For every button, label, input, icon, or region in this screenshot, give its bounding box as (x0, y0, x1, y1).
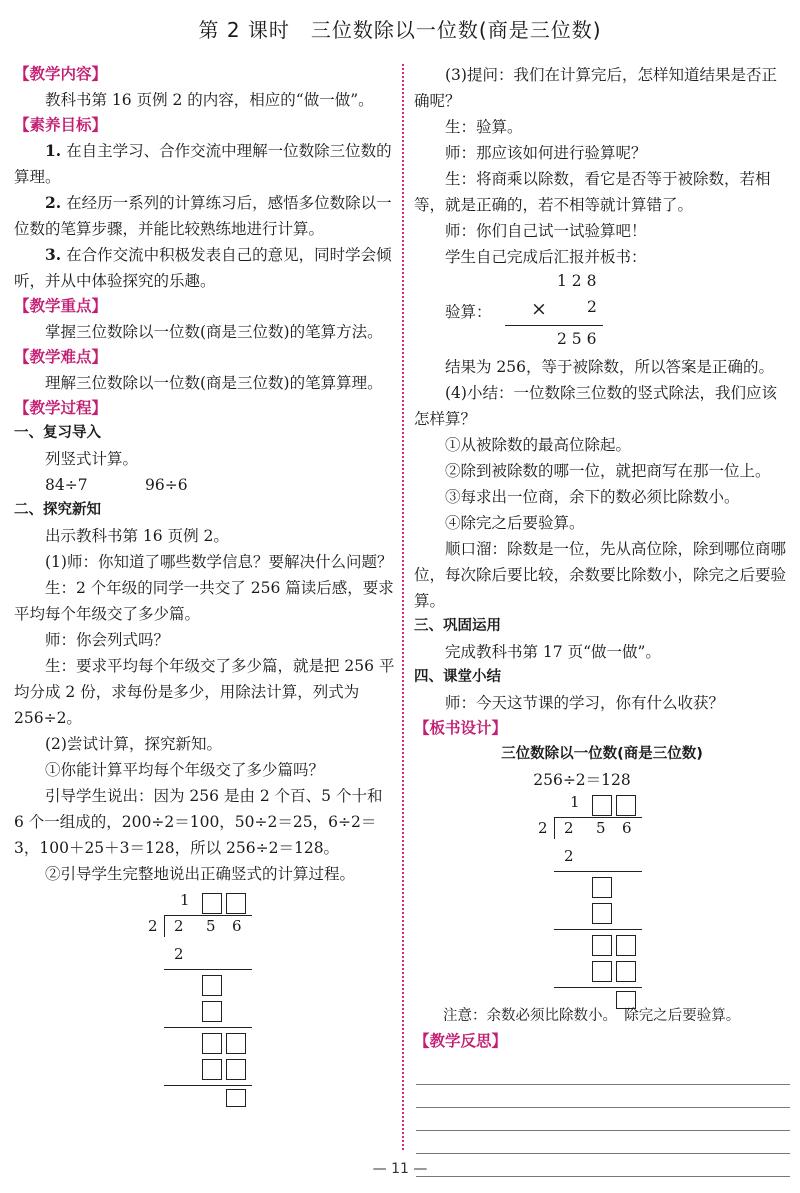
divisor: 2 (148, 917, 158, 935)
verify-multiplier: 2 (587, 298, 597, 316)
rule-4: ④除完之后要验算。 (445, 514, 585, 532)
answer-1: 生：验算。 (445, 118, 523, 136)
subtraction-line (554, 929, 642, 930)
verification-calc (445, 270, 790, 354)
quotient-box (616, 795, 636, 816)
page-number: — 11 — (372, 1161, 428, 1177)
work-box (202, 1033, 222, 1054)
work-box (202, 975, 222, 996)
heading-difficulty: 【教学难点】 (14, 348, 108, 366)
work-box (226, 1059, 246, 1080)
division-bar (164, 915, 252, 916)
long-division-left (144, 891, 284, 1101)
verify-result: 2 5 6 (557, 330, 597, 348)
answer-2: 师：那应该如何进行验算呢？ (445, 144, 647, 162)
writing-line (416, 1131, 790, 1154)
question-3: (3)提问：我们在计算完后，怎样知道结果是否正确呢？ (414, 66, 777, 110)
board-equation: 256÷2＝128 (533, 771, 631, 789)
board-title: 三位数除以一位数(商是三位数) (501, 746, 703, 762)
review-calculations (14, 472, 396, 498)
work-box (202, 1059, 222, 1080)
paragraph-6: (2)尝试计算，探究新知。 (45, 735, 222, 753)
column-divider (402, 64, 404, 1150)
dividend-digit-2: 5 (596, 819, 606, 837)
quotient-box (592, 795, 612, 816)
dividend-digit-1: 2 (174, 917, 184, 935)
work-box (592, 961, 612, 982)
summary-title: (4)小结：一位数除三位数的竖式除法，我们应该怎样算？ (414, 384, 777, 428)
remainder-box (616, 991, 636, 1009)
verify-label: 验算： (445, 303, 492, 321)
difficulty-text: 理解三位数除以一位数(商是三位数)的笔算算理。 (45, 374, 383, 392)
subtraction-line (164, 1027, 252, 1028)
dividend-digit-1: 2 (564, 819, 574, 837)
section-4-title: 四、课堂小结 (414, 669, 501, 685)
section-2-title: 二、探究新知 (14, 502, 101, 518)
subtraction-line (164, 1085, 252, 1086)
quotient-box (202, 893, 222, 914)
verify-top: 1 2 8 (557, 272, 597, 290)
writing-line (416, 1108, 790, 1131)
section-3-text: 完成教科书第 17 页“做一做”。 (445, 643, 661, 661)
section-4-text: 师：今天这节课的学习，你有什么收获？ (445, 694, 725, 712)
heading-process: 【教学过程】 (14, 399, 108, 417)
answer-5: 学生自己完成后汇报并板书： (445, 248, 647, 266)
answer-3: 生：将商乘以除数，看它是否等于被除数，若相等，就是正确的，若不相等就计算错了。 (414, 170, 771, 214)
rule-3: ③每求出一位商，余下的数必须比除数小。 (445, 488, 740, 506)
dividend-digit-2: 5 (206, 917, 216, 935)
dividend-digit-3: 6 (232, 917, 242, 935)
heading-board: 【板书设计】 (414, 719, 508, 737)
work-box (616, 935, 636, 956)
subtraction-line (164, 969, 252, 970)
division-bracket (554, 817, 555, 839)
writing-line (416, 1062, 790, 1085)
paragraph-7: ①你能计算平均每个年级交了多少篇吗？ (45, 761, 325, 779)
heading-goals: 【素养目标】 (14, 116, 108, 134)
paragraph-1: 出示教科书第 16 页例 2。 (45, 527, 229, 545)
divisor: 2 (538, 819, 548, 837)
reflection-lines (414, 1062, 790, 1177)
product-digit: 2 (174, 945, 184, 963)
work-box (592, 877, 612, 898)
paragraph-5: 生：要求平均每个年级交了多少篇，就是把 256 平均分成 2 份，求每份是多少，用除法计算，列式为 256÷2。 (14, 657, 395, 727)
content-text: 教科书第 16 页例 2 的内容，相应的“做一做”。 (45, 91, 374, 109)
heading-reflection: 【教学反思】 (414, 1032, 508, 1050)
division-bar (554, 817, 642, 818)
heading-content: 【教学内容】 (14, 65, 108, 83)
long-division-board (534, 793, 674, 1003)
goal-2: 2. 在经历一系列的计算练习后，感悟多位数除以一位数的笔算步骤，并能比较熟练地进行计算。 (14, 193, 392, 238)
goal-1: 1. 在自主学习、合作交流中理解一位数除三位数的算理。 (14, 141, 392, 186)
section-3-title: 三、巩固运用 (414, 618, 501, 634)
work-box (592, 935, 612, 956)
calc-1: 84÷7 (45, 476, 88, 494)
paragraph-2: (1)师：你知道了哪些数学信息？要解决什么问题？ (45, 553, 393, 571)
rule-2: ②除到被除数的哪一位，就把商写在那一位上。 (445, 462, 771, 480)
page-title: 第 2 课时 三位数除以一位数(商是三位数) (198, 18, 602, 42)
answer-4: 师：你们自己试一试验算吧！ (445, 222, 647, 240)
answer-6: 结果为 256，等于被除数，所以答案是正确的。 (445, 358, 775, 376)
calc-2: 96÷6 (145, 476, 188, 494)
paragraph-8: 引导学生说出：因为 256 是由 2 个百、5 个十和 6 个一组成的，200÷2＝100，50÷2＝25，6÷2＝3，100＋25＋3＝128，所以 256÷2＝128。 (14, 787, 383, 857)
paragraph-9: ②引导学生完整地说出正确竖式的计算过程。 (45, 865, 356, 883)
rule-1: ①从被除数的最高位除起。 (445, 436, 632, 454)
board-note: 注意：余数必须比除数小。 除完之后要验算。 (443, 1008, 741, 1024)
work-box (202, 1001, 222, 1022)
rhyme: 顺口溜：除数是一位，先从高位除，除到哪位商哪位，每次除后要比较，余数要比除数小，除完之后要验算。 (414, 540, 787, 610)
right-column (414, 62, 790, 1177)
quotient-digit-1: 1 (180, 891, 190, 909)
work-box (616, 961, 636, 982)
subtraction-line (554, 987, 642, 988)
quotient-box (226, 893, 246, 914)
remainder-box (226, 1089, 246, 1107)
paragraph-3: 生：2 个年级的同学一共交了 256 篇读后感，要求平均每个年级交了多少篇。 (14, 579, 394, 623)
section-1-title: 一、复习导入 (14, 425, 101, 441)
verify-line (505, 325, 603, 326)
product-digit: 2 (564, 847, 574, 865)
heading-key: 【教学重点】 (14, 297, 108, 315)
times-sign: × (531, 298, 547, 320)
key-text: 掌握三位数除以一位数(商是三位数)的笔算方法。 (45, 323, 383, 341)
subtraction-line (554, 871, 642, 872)
goal-3: 3. 在合作交流中积极发表自己的意见，同时学会倾听，并从中体验探究的乐趣。 (14, 245, 392, 290)
left-column (14, 62, 396, 1101)
work-box (226, 1033, 246, 1054)
work-box (592, 903, 612, 924)
writing-line (416, 1085, 790, 1108)
section-1-text: 列竖式计算。 (45, 450, 139, 468)
quotient-digit-1: 1 (570, 793, 580, 811)
paragraph-4: 师：你会列式吗？ (45, 631, 170, 649)
division-bracket (164, 915, 165, 937)
dividend-digit-3: 6 (622, 819, 632, 837)
